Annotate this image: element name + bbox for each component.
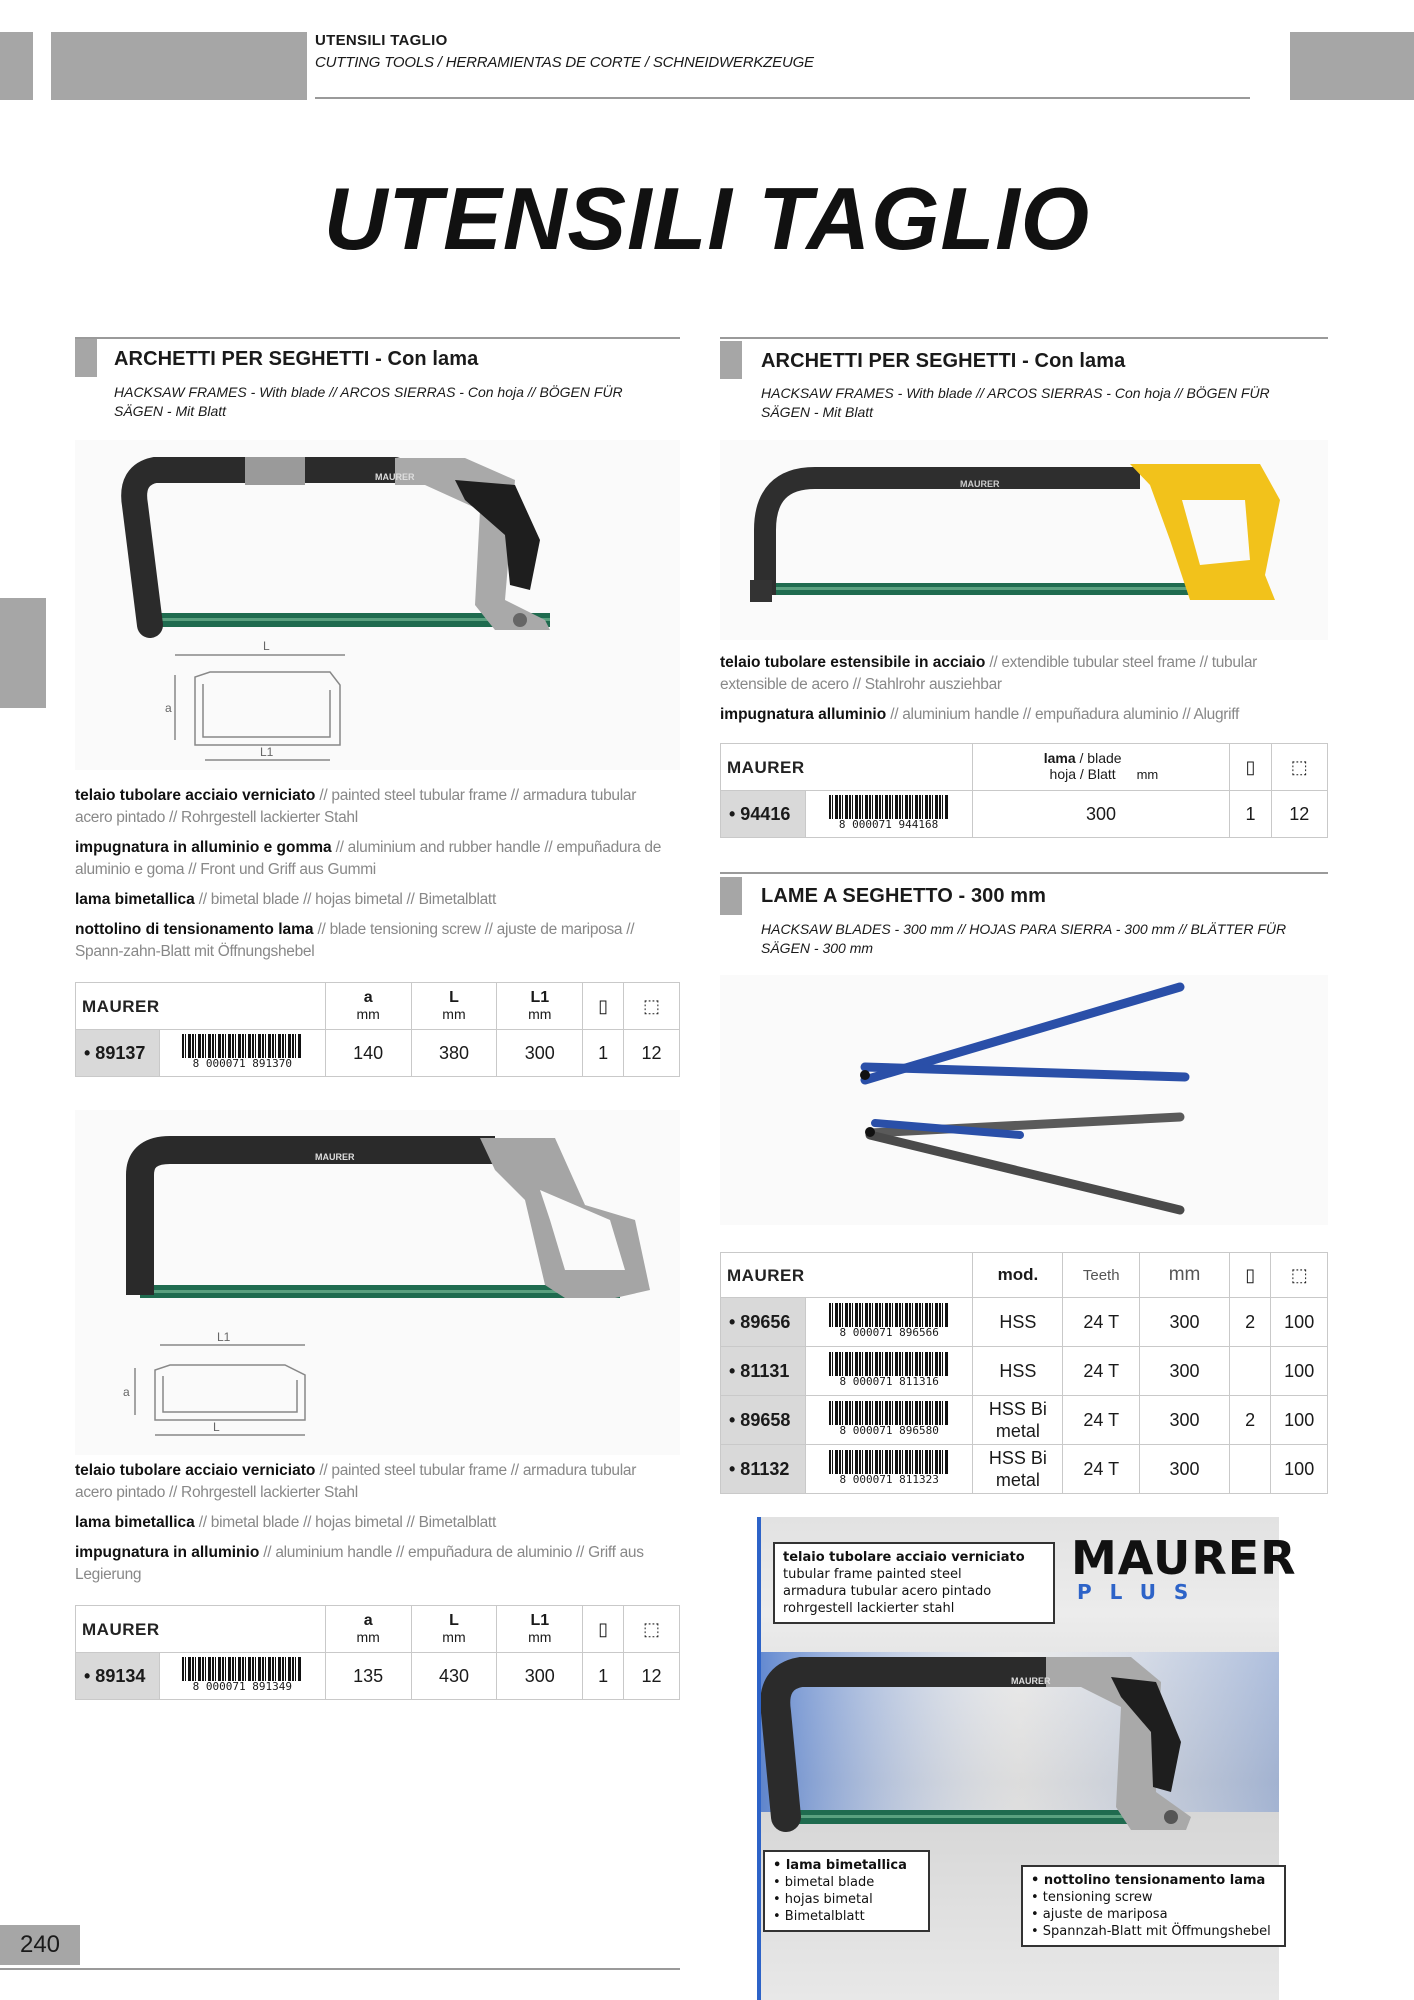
section-subtitle: HACKSAW FRAMES - With blade // ARCOS SIERRAS - Con hoja // BÖGEN FÜR SÄGEN - Mit Blatt: [114, 384, 623, 419]
pack-icon: ▯: [1230, 744, 1271, 791]
barcode: 8 000071 891370: [159, 1030, 325, 1077]
table-row: • 81131 8 000071 811316 HSS 24 T 300 100: [721, 1347, 1328, 1396]
spec-table-89134: MAURER a mm L mm L1 mm ▯ ⬚ • 89134 8 000071 891349 135 430 300 1 12: [75, 1605, 680, 1700]
diagram-label-a: a: [123, 1385, 130, 1399]
hacksaw-image-94416: [720, 440, 1328, 640]
feature-item: telaio tubolare acciaio verniciato // painted steel tubular frame // armadura tubular acero pintado // Rohrgestell lackierter Stahl: [75, 787, 637, 826]
hacksaw-image-89134: [75, 1110, 680, 1455]
table-row: • 94416 8 000071 944168 300 1 12: [721, 791, 1328, 838]
hacksaw-blades-image: [720, 975, 1328, 1225]
section-title: ARCHETTI PER SEGHETTI - Con lama: [761, 350, 1126, 372]
section-title: ARCHETTI PER SEGHETTI - Con lama: [114, 348, 479, 370]
features-89134: [75, 1460, 675, 1586]
page-number: 240: [0, 1925, 80, 1965]
table-row: • 81132 8 000071 811323 HSS Bi metal 24 T 300 100: [721, 1445, 1328, 1494]
product-code: • 89134: [76, 1653, 160, 1700]
feature-item: telaio tubolare estensibile in acciaio // extendible tubular steel frame // tubular extensible de acero // Stahlrohr ausziehbar: [720, 654, 1257, 693]
section-subtitle: HACKSAW BLADES - 300 mm // HOJAS PARA SIERRA - 300 mm // BLÄTTER FÜR SÄGEN - 300 mm: [761, 921, 1287, 956]
feature-item: lama bimetallica // bimetal blade // hojas bimetal // Bimetalblatt: [75, 891, 496, 908]
section-title: LAME A SEGHETTO - 300 mm: [761, 885, 1047, 907]
table-row: • 89134 8 000071 891349 135 430 300 1 12: [76, 1653, 680, 1700]
feature-item: nottolino di tensionamento lama // blade tensioning screw // ajuste de mariposa // Spann-zahn-Blatt mit Öffnungshebel: [75, 921, 635, 960]
barcode: 8 000071 811316: [805, 1347, 973, 1396]
product-code: • 81132: [721, 1445, 806, 1494]
features-89137: [75, 785, 675, 963]
barcode: 8 000071 896580: [805, 1396, 973, 1445]
blades-table: MAURER mod. Teeth mm ▯ ⬚ • 89656 8 000071 896566 HSS 24 T 300 2 100 • 81131 8 000071 811316 HSS 24 T 300 100 • 89658 8 000071 896580 HSS Bi metal 24 T 300 2 100 • 81132 8 000071 811323 HSS Bi metal 24 T 300 100: [720, 1252, 1328, 1494]
table-row: • 89137 8 000071 891370 140 380 300 1 12: [76, 1030, 680, 1077]
header-bar: [51, 32, 307, 100]
feature-item: impugnatura alluminio // aluminium handle // empuñadura aluminio // Alugriff: [720, 706, 1240, 723]
product-code: • 89656: [721, 1298, 806, 1347]
diagram-label-L1: L1: [217, 1330, 231, 1344]
pack-icon: ▯: [583, 983, 624, 1030]
callout-screw: • nottolino tensionamento lama • tensioning screw • ajuste de mariposa • Spannzah-Blatt mit Öffmungshebel: [1021, 1865, 1286, 1947]
svg-text:MAURER: MAURER: [375, 472, 415, 482]
diagram-label-L: L: [213, 1420, 220, 1434]
product-code: • 89658: [721, 1396, 806, 1445]
barcode: 8 000071 944168: [805, 791, 972, 838]
brand-logo: MAURER: [76, 983, 326, 1030]
feature-item: telaio tubolare acciaio verniciato // painted steel tubular frame // armadura tubular acero pintado // Rohrgestell lackierter Stahl: [75, 1462, 637, 1501]
feature-item: impugnatura in alluminio // aluminium handle // empuñadura de aluminio // Griff aus Legierung: [75, 1544, 644, 1583]
section-rule: [75, 337, 680, 339]
box-icon: ⬚: [624, 983, 680, 1030]
section-marker: [720, 341, 742, 379]
diagram-label-a: a: [165, 701, 172, 715]
svg-text:MAURER: MAURER: [960, 479, 1000, 489]
promo-panel: [757, 1517, 1297, 2000]
table-row: • 89658 8 000071 896580 HSS Bi metal 24 T 300 2 100: [721, 1396, 1328, 1445]
diagram-label-L: L: [263, 639, 270, 653]
svg-text:MAURER: MAURER: [1011, 1676, 1051, 1686]
callout-frame: telaio tubolare acciaio verniciato tubular frame painted steel armadura tubular acero pintado rohrgestell lackierter stahl: [773, 1542, 1055, 1624]
header-rule: [315, 97, 1250, 99]
header-title: UTENSILI TAGLIO: [315, 32, 448, 49]
header-subtitle: CUTTING TOOLS / HERRAMIENTAS DE CORTE / SCHNEIDWERKZEUGE: [315, 54, 814, 71]
page-title: UTENSILI TAGLIO: [323, 169, 1091, 268]
pack-icon: ▯: [583, 1606, 624, 1653]
brand-logo: MAURER: [721, 744, 973, 791]
section-marker: [720, 877, 742, 915]
maurer-plus-logo: MAURER PLUS: [1071, 1531, 1297, 1604]
brand-logo: MAURER: [721, 1253, 973, 1298]
hacksaw-photo: [761, 1632, 1279, 1862]
section-rule: [720, 337, 1328, 339]
section-marker: [75, 339, 97, 377]
footer-rule: [0, 1968, 680, 1970]
spec-table-89137: MAURER a mm L mm L1 mm ▯ ⬚ • 89137 8 000071 891370 140 380 300 1 12: [75, 982, 680, 1077]
callout-blade: • lama bimetallica • bimetal blade • hojas bimetal • Bimetalblatt: [763, 1850, 930, 1932]
barcode: 8 000071 811323: [805, 1445, 973, 1494]
table-row: • 89656 8 000071 896566 HSS 24 T 300 2 100: [721, 1298, 1328, 1347]
box-icon: ⬚: [1271, 744, 1327, 791]
product-code: • 94416: [721, 791, 806, 838]
feature-item: impugnatura in alluminio e gomma // aluminium and rubber handle // empuñadura de aluminio e goma // Front und Griff aus Gummi: [75, 839, 662, 878]
features-94416: [720, 652, 1325, 726]
pack-icon: ▯: [1229, 1253, 1270, 1298]
barcode: 8 000071 896566: [805, 1298, 973, 1347]
box-icon: ⬚: [624, 1606, 680, 1653]
product-code: • 89137: [76, 1030, 160, 1077]
side-index-tab: [0, 598, 46, 708]
spec-table-94416: MAURER lama / blade hoja / Blatt mm ▯ ⬚ • 94416 8 000071 944168 300 1 12: [720, 743, 1328, 838]
hacksaw-image-89137: [75, 440, 680, 770]
section-subtitle: HACKSAW FRAMES - With blade // ARCOS SIERRAS - Con hoja // BÖGEN FÜR SÄGEN - Mit Blatt: [761, 385, 1270, 420]
product-code: • 81131: [721, 1347, 806, 1396]
barcode: 8 000071 891349: [159, 1653, 325, 1700]
header-right-tab: [1290, 32, 1414, 100]
diagram-label-L1: L1: [260, 745, 274, 759]
feature-item: lama bimetallica // bimetal blade // hojas bimetal // Bimetalblatt: [75, 1514, 496, 1531]
section-rule: [720, 872, 1328, 874]
brand-logo: MAURER: [76, 1606, 326, 1653]
svg-text:MAURER: MAURER: [315, 1152, 355, 1162]
header-left-tab: [0, 32, 33, 100]
box-icon: ⬚: [1271, 1253, 1328, 1298]
